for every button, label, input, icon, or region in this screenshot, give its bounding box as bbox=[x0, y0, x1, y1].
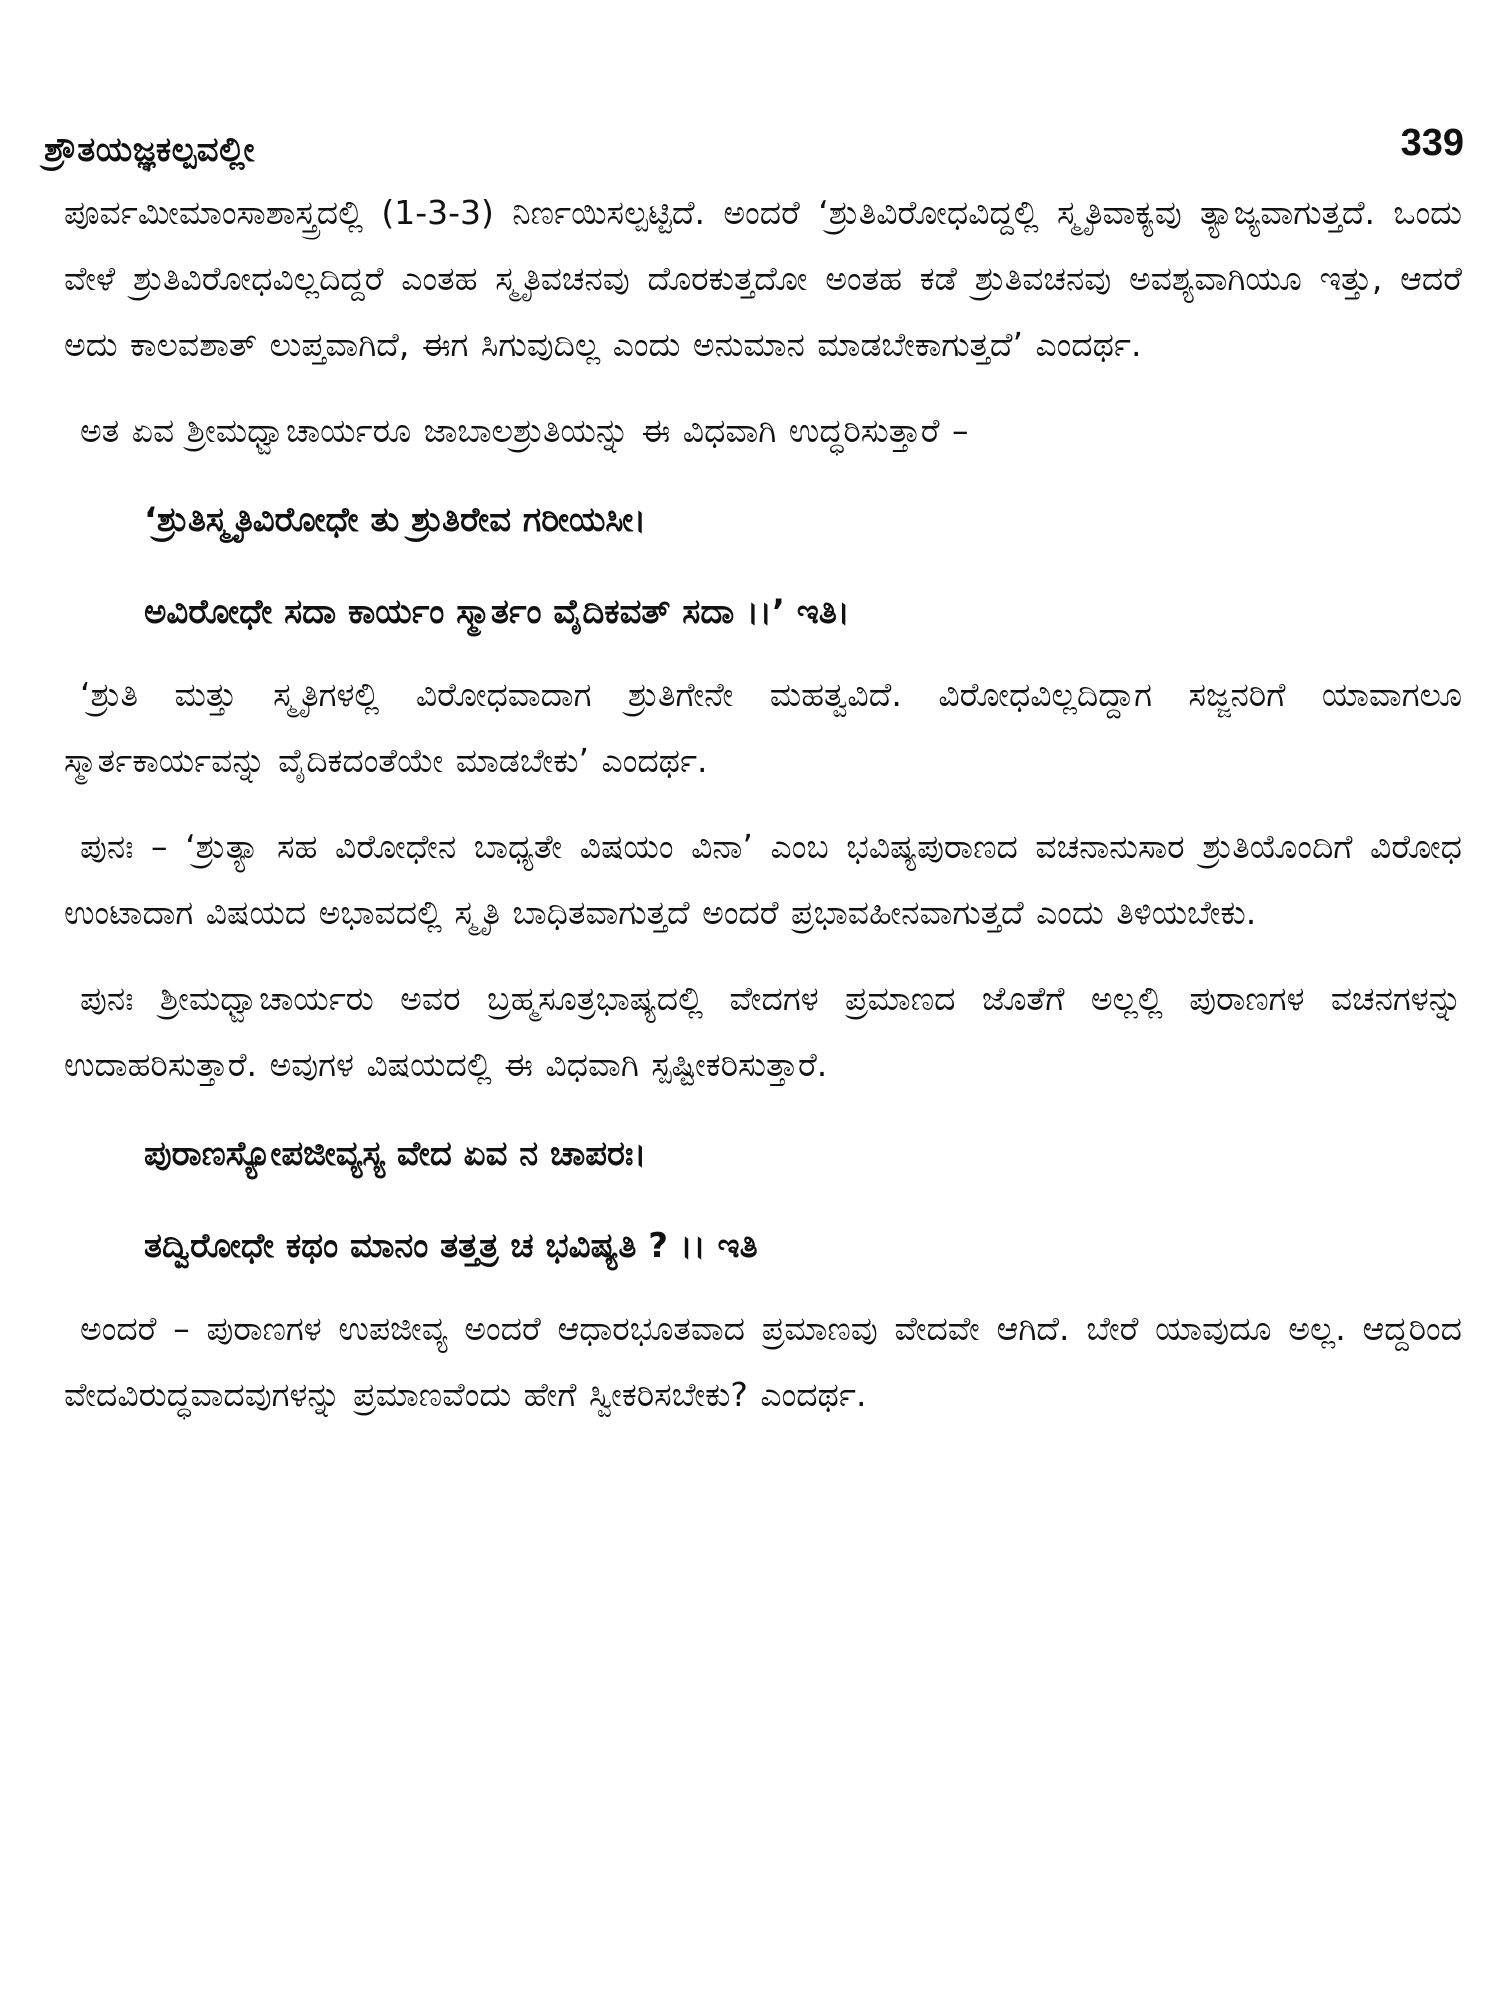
paragraph-6: ಅಂದರೆ – ಪುರಾಣಗಳ ಉಪಜೀವ್ಯ ಅಂದರೆ ಆಧಾರಭೂತವಾದ ಪ್ರಮಾಣವು ವೇದವೇ ಆಗಿದೆ. ಬೇರೆ ಯಾವುದೂ ಅಲ್ಲ. ಆದ್ದರಿಂದ ವೇದವಿರುದ್ಧವಾದವುಗಳನ್ನು ಪ್ರಮಾಣವೆಂದು ಹೇಗೆ ಸ್ವೀಕರಿಸಬೇಕು? ಎಂದರ್ಥ. bbox=[64, 1309, 1462, 1414]
verse-2-line-1: ಪುರಾಣಸ್ಯೋಪಜೀವ್ಯಸ್ಯ ವೇದ ಏವ ನ ಚಾಪರಃ। bbox=[144, 1134, 647, 1174]
page-number: 339 bbox=[1400, 122, 1464, 164]
verse-1-line-2: ಅವಿರೋಧೇ ಸದಾ ಕಾರ್ಯಂ ಸ್ಮಾರ್ತಂ ವೈದಿಕವತ್ ಸದಾ ।।’ ಇತಿ। bbox=[144, 592, 850, 632]
verse-block-1 bbox=[64, 474, 1462, 658]
running-head-title: ಶ್ರೌತಯಜ್ಞಕಲ್ಪವಲ್ಲೀ bbox=[44, 130, 256, 170]
paragraph-2: ಅತ ಏವ ಶ್ರೀಮಧ್ವಾಚಾರ್ಯರೂ ಜಾಬಾಲಶ್ರುತಿಯನ್ನು ಈ ವಿಧವಾಗಿ ಉದ್ಧರಿಸುತ್ತಾರೆ – bbox=[80, 411, 969, 450]
paragraph-4: ಪುನಃ – ‘ಶ್ರುತ್ಯಾ ಸಹ ವಿರೋಧೇನ ಬಾಧ್ಯತೇ ವಿಷಯಂ ವಿನಾ’ ಎಂಬ ಭವಿಷ್ಯಪುರಾಣದ ವಚನಾನುಸಾರ ಶ್ರುತಿಯೊಂದಿಗೆ ವಿರೋಧ ಉಂಟಾದಾಗ ವಿಷಯದ ಅಭಾವದಲ್ಲಿ ಸ್ಮೃತಿ ಬಾಧಿತವಾಗುತ್ತದೆ ಅಂದರೆ ಪ್ರಭಾವಹೀನವಾಗುತ್ತದೆ ಎಂದು ತಿಳಿಯಬೇಕು. bbox=[64, 827, 1462, 932]
paragraph-5: ಪುನಃ ಶ್ರೀಮಧ್ವಾಚಾರ್ಯರು ಅವರ ಬ್ರಹ್ಮಸೂತ್ರಭಾಷ್ಯದಲ್ಲಿ ವೇದಗಳ ಪ್ರಮಾಣದ ಜೊತೆಗೆ ಅಲ್ಲಲ್ಲಿ ಪುರಾಣಗಳ ವಚನಗಳನ್ನು ಉದಾಹರಿಸುತ್ತಾರೆ. ಅವುಗಳ ವಿಷಯದಲ್ಲಿ ಈ ವಿಧವಾಗಿ ಸ್ಪಷ್ಟೀಕರಿಸುತ್ತಾರೆ. bbox=[64, 979, 1462, 1084]
paragraph-3: ‘ಶ್ರುತಿ ಮತ್ತು ಸ್ಮೃತಿಗಳಲ್ಲಿ ವಿರೋಧವಾದಾಗ ಶ್ರುತಿಗೇನೇ ಮಹತ್ವವಿದೆ. ವಿರೋಧವಿಲ್ಲದಿದ್ದಾಗ ಸಜ್ಜನರಿಗೆ ಯಾವಾಗಲೂ ಸ್ಮಾರ್ತಕಾರ್ಯವನ್ನು ವೈದಿಕದಂತೆಯೇ ಮಾಡಬೇಕು’ ಎಂದರ್ಥ. bbox=[64, 675, 1462, 780]
verse-2-line-2: ತದ್ವಿರೋಧೇ ಕಥಂ ಮಾನಂ ತತ್ತತ್ರ ಚ ಭವಿಷ್ಯತಿ ? ।। ಇತಿ bbox=[144, 1226, 758, 1266]
verse-1-line-1: ‘ಶ್ರುತಿಸ್ಮೃತಿವಿರೋಧೇ ತು ಶ್ರುತಿರೇವ ಗರೀಯಸೀ। bbox=[144, 500, 647, 540]
paragraph-1: ಪೂರ್ವಮೀಮಾಂಸಾಶಾಸ್ತ್ರದಲ್ಲಿ (1-3-3) ನಿರ್ಣಯಿಸಲ್ಪಟ್ಟಿದೆ. ಅಂದರೆ ‘ಶ್ರುತಿವಿರೋಧವಿದ್ದಲ್ಲಿ ಸ್ಮೃತಿವಾಕ್ಯವು ತ್ಯಾಜ್ಯವಾಗುತ್ತದೆ. ಒಂದು ವೇಳೆ ಶ್ರುತಿವಿರೋಧವಿಲ್ಲದಿದ್ದರೆ ಎಂತಹ ಸ್ಮೃತಿವಚನವು ದೊರಕುತ್ತದೋ ಅಂತಹ ಕಡೆ ಶ್ರುತಿವಚನವು ಅವಶ್ಯವಾಗಿಯೂ ಇತ್ತು, ಆದರೆ ಅದು ಕಾಲವಶಾತ್ ಲುಪ್ತವಾಗಿದೆ, ಈಗ ಸಿಗುವುದಿಲ್ಲ ಎಂದು ಅನುಮಾನ ಮಾಡಬೇಕಾಗುತ್ತದೆ’ ಎಂದರ್ಥ. bbox=[64, 193, 1462, 364]
page-header bbox=[44, 118, 1464, 180]
verse-block-2 bbox=[64, 1108, 1462, 1292]
